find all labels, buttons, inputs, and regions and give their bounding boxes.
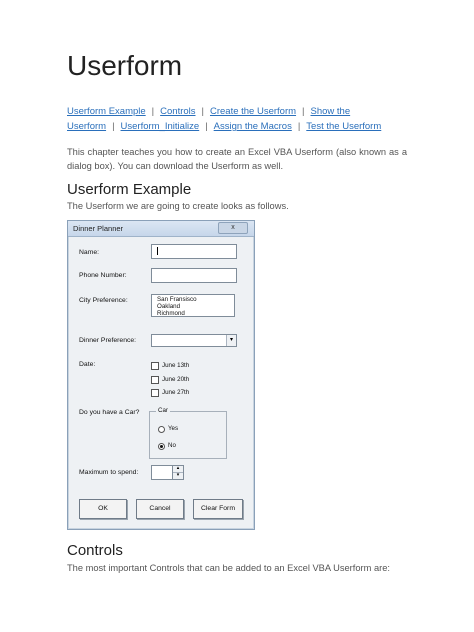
list-item[interactable]: Richmond	[157, 310, 185, 317]
nav-separator: |	[151, 106, 155, 117]
max-spend-label: Maximum to spend:	[79, 469, 139, 476]
nav-link-show-userform-part1[interactable]: Show the	[310, 106, 351, 117]
chevron-down-icon[interactable]: ▾	[226, 335, 236, 346]
date-label: Date:	[79, 361, 96, 368]
phone-input[interactable]	[151, 268, 237, 283]
dinner-label: Dinner Preference:	[79, 337, 137, 344]
date-checkbox-label: June 13th	[162, 362, 190, 369]
nav-separator: |	[297, 121, 301, 132]
nav-link-userform-initialize[interactable]: Userform_Initialize	[120, 121, 200, 132]
date-checkbox-label: June 20th	[162, 376, 190, 383]
name-label: Name:	[79, 249, 100, 256]
section-heading-userform-example: Userform Example	[67, 181, 192, 198]
max-spend-input[interactable]	[151, 465, 173, 480]
car-frame-label: Car	[158, 407, 168, 414]
date-checkbox-label: June 27th	[162, 389, 190, 396]
nav-separator: |	[205, 121, 208, 132]
name-input[interactable]	[151, 244, 237, 259]
topic-nav-line-1	[67, 106, 350, 117]
nav-link-test-userform[interactable]: Test the Userform	[306, 121, 382, 132]
nav-separator: |	[302, 106, 305, 117]
cancel-button[interactable]: Cancel	[136, 499, 184, 519]
date-checkbox-3[interactable]	[151, 389, 159, 397]
nav-link-show-userform-part2[interactable]: Userform	[67, 121, 107, 132]
section-text-controls: The most important Controls that can be added to an Excel VBA Userform are:	[67, 563, 390, 573]
userform-title: Dinner Planner	[73, 224, 124, 233]
page-title: Userform	[67, 50, 183, 81]
phone-label: Phone Number:	[79, 272, 127, 279]
list-item[interactable]: Oakland	[157, 303, 181, 310]
radio-yes-label: Yes	[168, 425, 179, 432]
userform-window	[67, 220, 255, 530]
nav-separator: |	[201, 106, 204, 117]
date-checkbox-2[interactable]	[151, 376, 159, 384]
clear-form-button[interactable]: Clear Form	[193, 499, 243, 519]
nav-link-create-userform[interactable]: Create the Userform	[209, 106, 297, 117]
nav-separator: |	[112, 121, 115, 132]
dinner-combobox[interactable]	[151, 334, 237, 347]
spin-down-icon[interactable]: ▾	[176, 471, 180, 478]
date-checkbox-1[interactable]	[151, 362, 159, 370]
topic-nav-line-2	[67, 121, 381, 132]
spin-up-icon[interactable]: ▴	[173, 466, 183, 473]
radio-yes[interactable]	[158, 426, 165, 433]
ok-button[interactable]: OK	[79, 499, 127, 519]
nav-link-controls[interactable]: Controls	[160, 106, 196, 117]
radio-no[interactable]	[158, 443, 165, 450]
car-frame	[149, 407, 227, 459]
intro-paragraph: This chapter teaches you how to create an Excel VBA Userform (also known as a dialog box). You can download the Userform as well.	[67, 147, 407, 171]
car-question-label: Do you have a Car?	[79, 409, 140, 416]
section-text-userform-example: The Userform we are going to create looks as follows.	[67, 201, 289, 211]
city-label: City Preference:	[79, 297, 128, 304]
list-item[interactable]: San Fransisco	[157, 296, 197, 303]
userform-titlebar	[68, 221, 254, 237]
section-heading-controls: Controls	[67, 542, 123, 559]
spin-button[interactable]	[172, 465, 184, 480]
nav-link-assign-macros[interactable]: Assign the Macros	[213, 121, 292, 132]
close-icon[interactable]: x	[218, 222, 248, 234]
city-listbox[interactable]	[151, 294, 235, 317]
nav-link-userform-example[interactable]: Userform Example	[67, 106, 146, 117]
radio-no-label: No	[168, 442, 176, 449]
